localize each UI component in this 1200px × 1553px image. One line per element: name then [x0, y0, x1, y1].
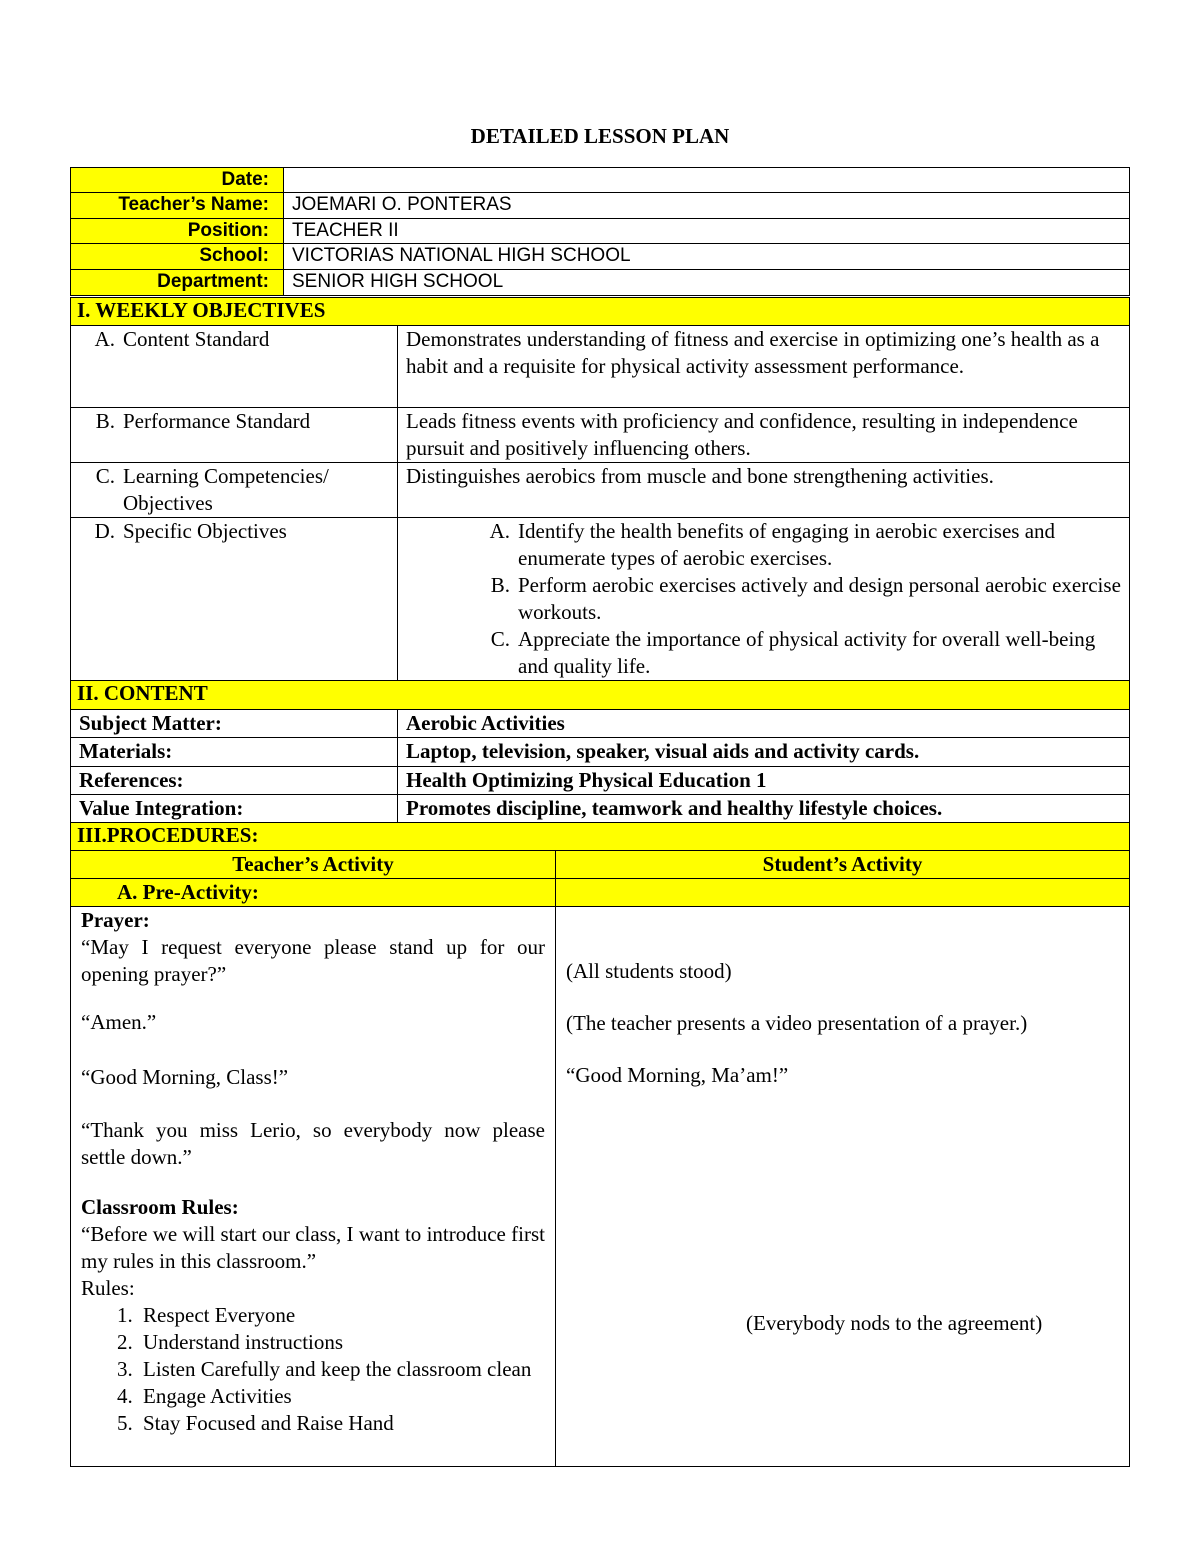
- school-value: VICTORIAS NATIONAL HIGH SCHOOL: [284, 244, 1130, 270]
- pre-activity-heading: A. Pre-Activity:: [71, 879, 556, 907]
- weekly-objectives-heading: I. WEEKLY OBJECTIVES: [71, 298, 1130, 326]
- page-title: DETAILED LESSON PLAN: [470, 124, 730, 148]
- rule-text: Stay Focused and Raise Hand: [143, 1411, 394, 1435]
- department-value: SENIOR HIGH SCHOOL: [284, 270, 1130, 296]
- rule-number: 5.: [117, 1411, 133, 1435]
- header-table: [70, 167, 1130, 296]
- rule-item: [81, 1356, 545, 1383]
- content-standard-row: [71, 326, 1130, 408]
- rules-label: Rules:: [81, 1276, 135, 1300]
- performance-standard-label: Performance Standard: [123, 409, 311, 433]
- rule-number: 1.: [117, 1303, 133, 1327]
- content-row: [71, 767, 1130, 795]
- everybody-nods: (Everybody nods to the agreement): [746, 1311, 1043, 1335]
- prayer-request: “May I request everyone please stand up for our opening prayer?”: [81, 935, 545, 986]
- references-value: Health Optimizing Physical Education 1: [398, 767, 1130, 795]
- specific-objective-text: Identify the health benefits of engaging in aerobic exercises and enumerate types of aerobic exercises.: [518, 519, 1056, 570]
- content-standard-text: Demonstrates understanding of fitness and exercise in optimizing one’s health as a habit and a requisite for physical activity assessment performance.: [398, 326, 1130, 408]
- thanks-text: “Thank you miss Lerio, so everybody now please settle down.”: [81, 1118, 545, 1169]
- learning-competencies-row: [71, 463, 1130, 518]
- rule-item: [81, 1383, 545, 1410]
- prayer-title: Prayer:: [81, 908, 150, 932]
- content-row: [71, 795, 1130, 823]
- learning-competencies-text: Distinguishes aerobics from muscle and bone strengthening activities.: [398, 463, 1130, 518]
- video-presentation: (The teacher presents a video presentation of a prayer.): [566, 1011, 1028, 1035]
- position-label: Position:: [71, 219, 284, 244]
- position-value: TEACHER II: [284, 219, 1130, 244]
- header-row-position: [71, 219, 1130, 244]
- department-label: Department:: [71, 270, 284, 296]
- rules-title: Classroom Rules:: [81, 1195, 239, 1219]
- teacher-name-value: JOEMARI O. PONTERAS: [284, 193, 1130, 219]
- specific-objectives-row: [71, 518, 1130, 681]
- date-label: Date:: [71, 168, 284, 193]
- rule-text: Engage Activities: [143, 1384, 292, 1408]
- header-row-date: [71, 168, 1130, 193]
- student-activity-header: Student’s Activity: [556, 851, 1130, 879]
- rule-text: Respect Everyone: [143, 1303, 296, 1327]
- rule-number: 4.: [117, 1384, 133, 1408]
- specific-objectives-label: Specific Objectives: [123, 519, 287, 543]
- content-heading: II. CONTENT: [71, 681, 1130, 710]
- header-row-teacher: [71, 193, 1130, 219]
- teacher-name-label: Teacher’s Name:: [71, 193, 284, 219]
- specific-objective-letter: A.: [489, 519, 510, 543]
- content-standard-label: Content Standard: [123, 327, 270, 351]
- amen-text: “Amen.”: [81, 1010, 157, 1034]
- school-label: School:: [71, 244, 284, 270]
- student-greeting: “Good Morning, Ma’am!”: [566, 1063, 789, 1087]
- teacher-activity-header: Teacher’s Activity: [71, 851, 556, 879]
- specific-objective-item: [406, 518, 1121, 572]
- specific-objective-item: [406, 626, 1121, 680]
- content-row: [71, 738, 1130, 767]
- rule-item: [81, 1302, 545, 1329]
- procedures-table: [70, 822, 1130, 1467]
- specific-objective-text: Appreciate the importance of physical activity for overall well-being and quality life.: [518, 627, 1096, 678]
- students-stood: (All students stood): [566, 959, 732, 983]
- materials-label: Materials:: [71, 738, 398, 767]
- specific-objectives-letter: D.: [94, 519, 115, 543]
- specific-objective-letter: B.: [490, 573, 510, 597]
- specific-objective-letter: C.: [490, 627, 510, 651]
- rule-number: 2.: [117, 1330, 133, 1354]
- rule-text: Understand instructions: [143, 1330, 344, 1354]
- learning-competencies-letter: C.: [95, 464, 115, 488]
- performance-standard-text: Leads fitness events with proficiency and confidence, resulting in independence pursuit and positively influencing others.: [398, 408, 1130, 463]
- rule-number: 3.: [117, 1357, 133, 1381]
- procedures-heading: III.PROCEDURES:: [71, 823, 1130, 851]
- learning-competencies-label: Learning Competencies/ Objectives: [123, 464, 329, 515]
- performance-standard-row: [71, 408, 1130, 463]
- value-integration-label: Value Integration:: [71, 795, 398, 823]
- performance-standard-letter: B.: [95, 409, 115, 433]
- header-row-school: [71, 244, 1130, 270]
- value-integration-value: Promotes discipline, teamwork and healthy lifestyle choices.: [398, 795, 1130, 823]
- header-row-department: [71, 270, 1130, 296]
- teacher-greeting: “Good Morning, Class!”: [81, 1065, 289, 1089]
- rule-item: [81, 1329, 545, 1356]
- date-value: [284, 168, 1130, 193]
- rule-text: Listen Carefully and keep the classroom clean: [143, 1357, 532, 1381]
- specific-objective-text: Perform aerobic exercises actively and design personal aerobic exercise workouts.: [518, 573, 1121, 624]
- subject-matter-value: Aerobic Activities: [398, 710, 1130, 738]
- specific-objective-item: [406, 572, 1121, 626]
- rule-item: [81, 1410, 545, 1437]
- content-standard-letter: A.: [94, 327, 115, 351]
- teacher-activity-cell: [71, 907, 556, 1467]
- rules-intro: “Before we will start our class, I want to introduce first my rules in this classroom.”: [81, 1222, 545, 1273]
- references-label: References:: [71, 767, 398, 795]
- student-activity-cell: [556, 907, 1130, 1467]
- materials-value: Laptop, television, speaker, visual aids and activity cards.: [398, 738, 1130, 767]
- objectives-content-table: [70, 297, 1130, 823]
- subject-matter-label: Subject Matter:: [71, 710, 398, 738]
- content-row: [71, 710, 1130, 738]
